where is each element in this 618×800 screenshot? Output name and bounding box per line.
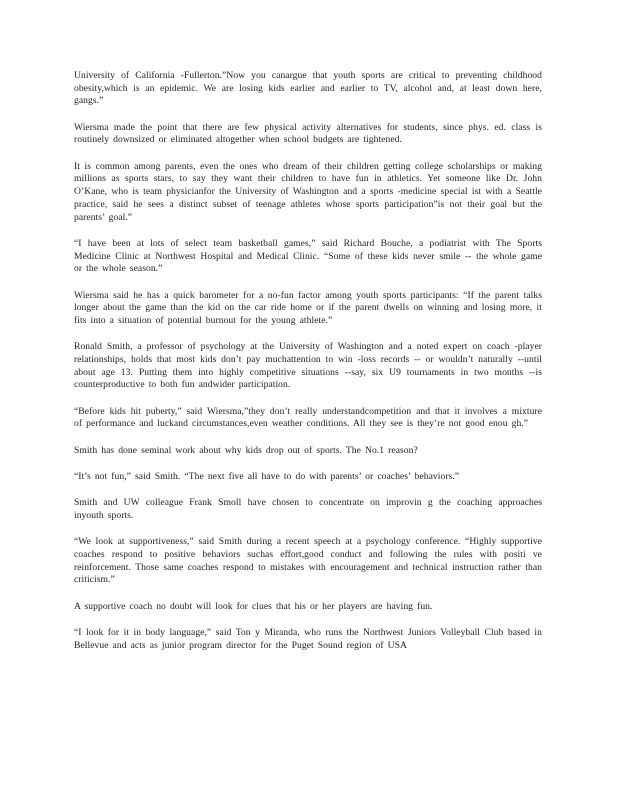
paragraph-3: It is common among parents, even the ones who dream of their children getting college scholarships or making millions as sports stars, to say they want their children to have fun in athletics. Yet someone like Dr. John O’Kane, who is team physicianfor the University of Washington and a sports -medicine special ist with a Seattle practice, said he sees a distinct subset of teenage athletes whose sports participation”is not their goal but the parents’ goal.” (74, 160, 542, 223)
paragraph-4: “I have been at lots of select team basketball games,” said Richard Bouche, a podiatrist with The Sports Medicine Clinic at Northwest Hospital and Medical Clinic. “Some of these kids never smile -- the whole game or the whole season.” (74, 237, 542, 275)
paragraph-12: A supportive coach no doubt will look for clues that his or her players are having fun. (74, 600, 433, 612)
paragraph-10: Smith and UW colleague Frank Smoll have chosen to concentrate on improvin g the coaching approaches inyouth sports. (74, 497, 542, 521)
paragraph-7: “Before kids hit puberty,” said Wiersma,”they don’t really understandcompetition and that it involves a mixture of performance and luckand circumstances,even weather conditions. All they see is they’re not good enou gh.” (74, 405, 542, 430)
paragraph-2: Wiersma made the point that there are few physical activity alternatives for students, since phys. ed. class is routinely downsized or eliminated altogether when school budgets are tightened. (74, 121, 542, 146)
document-page (74, 70, 542, 666)
paragraph-1: University of California -Fullerton.”Now you canargue that youth sports are critical to preventing childhood obesity,which is an epidemic. We are losing kids earlier and earlier to TV, alcohol and, at least down here, gangs.” (74, 70, 542, 107)
paragraph-13: “I look for it in body language,” said Ton y Miranda, who runs the Northwest Juniors Volleyball Club based in Bellevue and acts as junior program director for the Puget Sound region of USA (74, 626, 542, 651)
paragraph-9: “It’s not fun,” said Smith. “The next five all have to do with parents’ or coaches’ behaviors.” (74, 470, 460, 482)
paragraph-8: Smith has done seminal work about why kids drop out of sports. The No.1 reason? (74, 444, 418, 456)
paragraph-5: Wiersma said he has a quick barometer for a no-fun factor among youth sports participants: “If the parent talks longer about the game than the kid on the car ride home or if the parent dwells on winning and losing more, it fits into a situation of potential burnout for the young athlete.” (74, 289, 542, 326)
paragraph-11: “We look at supportiveness,” said Smith during a recent speech at a psychology conference. “Highly supportive coaches respond to positive behaviors suchas effort,good conduct and following the rules with positi ve reinforcement. Those same coaches respond to mistakes with encouragement and technical instruction rather than criticism.” (74, 536, 542, 586)
paragraph-6: Ronald Smith, a professor of psychology at the University of Washington and a noted expert on coach -player relationships, holds that most kids don’t pay muchattention to win -loss records -- or wouldn’t naturally --until about age 13. Putting them into highly competitive situations --say, six U9 tournaments in two months --is counterproductive to both fun andwider participation. (74, 341, 542, 391)
